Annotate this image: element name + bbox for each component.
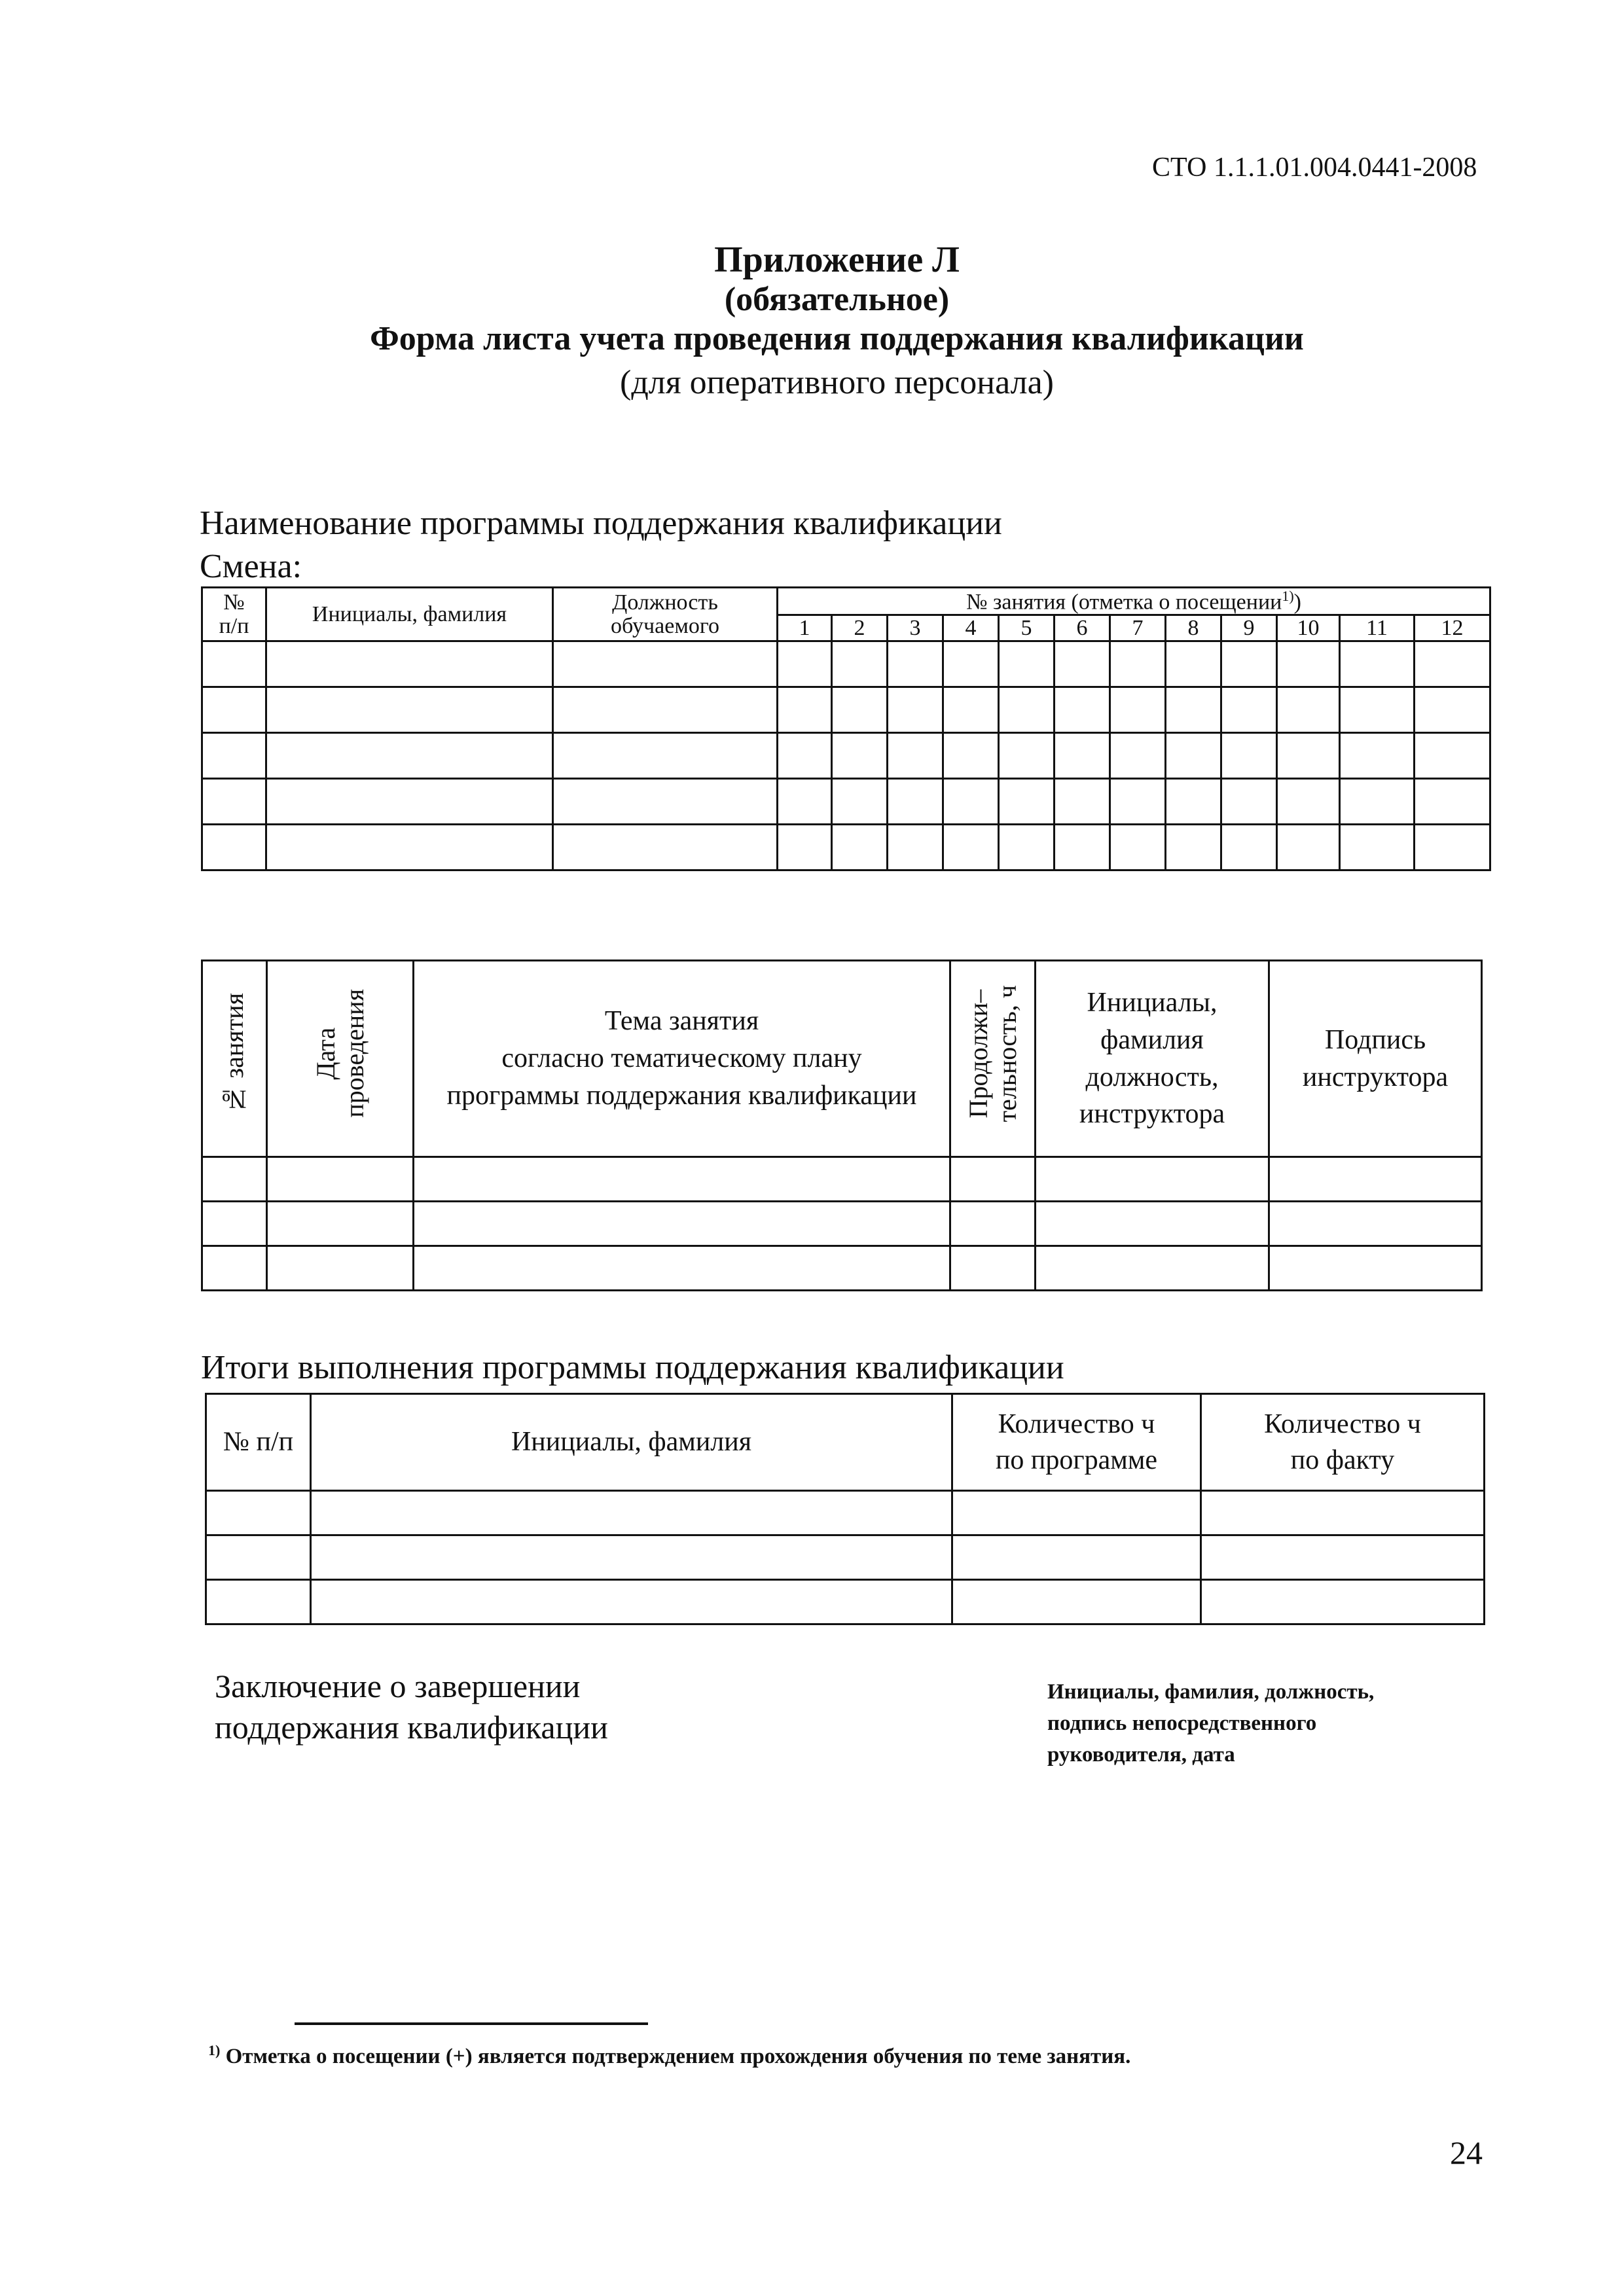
footnote	[208, 2042, 1130, 2069]
conclusion-label	[215, 1666, 608, 1748]
header-sessions	[778, 588, 1490, 615]
signature-line2: подпись непосредственного	[1047, 1711, 1317, 1735]
header-position	[553, 588, 778, 641]
header-topic-line3: программы поддержания квалификации	[446, 1080, 917, 1111]
table-row	[202, 641, 1490, 687]
header-duration	[950, 961, 1036, 1157]
signature-line1: Инициалы, фамилия, должность,	[1047, 1680, 1375, 1704]
header-name: Инициалы, фамилия	[266, 588, 553, 641]
document-code: СТО 1.1.1.01.004.0441-2008	[1152, 152, 1477, 183]
header-duration-line2: тельность, ч	[992, 984, 1022, 1122]
footnote-ref: 1)	[1282, 588, 1294, 604]
header-signature-line2: инструктора	[1302, 1062, 1449, 1092]
header-date-text	[312, 989, 369, 1118]
header-sessions-text: № занятия (отметка о посещении	[966, 590, 1282, 615]
conclusion-line1: Заключение о завершении	[215, 1668, 581, 1704]
session-number: 12	[1415, 615, 1490, 641]
shift-label: Смена:	[200, 548, 302, 585]
table-row	[202, 733, 1490, 779]
header-topic-line2: согласно тематическому плану	[501, 1043, 862, 1074]
header-signature	[1269, 961, 1482, 1157]
header-instructor-line3: должность,	[1085, 1062, 1219, 1092]
header-duration-text	[964, 985, 1022, 1122]
footnote-divider	[295, 2022, 648, 2025]
form-title: Форма листа учета проведения поддержания квалификации	[370, 320, 1304, 357]
signature-line3: руководителя, дата	[1047, 1742, 1235, 1767]
header-num	[202, 588, 266, 641]
page-number: 24	[1450, 2134, 1483, 2171]
appendix-type: (обязательное)	[724, 281, 950, 318]
header-session-num	[202, 961, 267, 1157]
session-number: 9	[1221, 615, 1277, 641]
program-name-label: Наименование программы поддержания квалификации	[200, 505, 1002, 542]
table-row	[206, 1491, 1485, 1535]
session-number: 3	[888, 615, 943, 641]
session-number: 2	[832, 615, 888, 641]
header-name: Инициалы, фамилия	[311, 1394, 952, 1491]
session-number: 11	[1340, 615, 1415, 641]
table-row	[202, 1246, 1482, 1291]
header-instructor-line2: фамилия	[1100, 1024, 1204, 1055]
header-position-line2: обучаемого	[611, 613, 719, 638]
header-topic	[414, 961, 950, 1157]
sessions-table	[201, 960, 1483, 1291]
header-date	[267, 961, 414, 1157]
table-row	[202, 779, 1490, 825]
table-row	[202, 1157, 1482, 1202]
header-position-line1: Должность	[612, 590, 718, 615]
header-sessions-close: )	[1293, 590, 1301, 615]
session-number: 8	[1166, 615, 1221, 641]
header-hours-fact	[1201, 1394, 1485, 1491]
session-number: 5	[999, 615, 1055, 641]
header-num-line1: №	[223, 590, 245, 615]
header-hours-plan	[952, 1394, 1201, 1491]
header-instructor-line4: инструктора	[1079, 1099, 1225, 1130]
table-row	[206, 1535, 1485, 1580]
header-date-line1: Дата	[310, 1027, 340, 1080]
appendix-title: Приложение Л	[714, 240, 960, 280]
table-row	[202, 825, 1490, 870]
form-subtitle: (для оперативного персонала)	[620, 364, 1054, 401]
session-number: 6	[1055, 615, 1110, 641]
header-duration-line1: Продолжи–	[963, 989, 993, 1118]
header-instructor-line1: Инициалы,	[1087, 988, 1218, 1018]
header-hours-fact-line1: Количество ч	[1264, 1408, 1421, 1439]
session-number: 7	[1110, 615, 1166, 641]
header-num-line2: п/п	[219, 613, 249, 638]
footnote-text: Отметка о посещении (+) является подтверждением прохождения обучения по теме занятия.	[220, 2045, 1131, 2068]
header-signature-line1: Подпись	[1324, 1024, 1426, 1055]
header-hours-plan-line2: по программе	[995, 1444, 1158, 1475]
header-instructor	[1036, 961, 1269, 1157]
header-hours-fact-line2: по факту	[1290, 1444, 1395, 1475]
session-number: 4	[943, 615, 999, 641]
header-session-num-text: № занятия	[219, 992, 249, 1115]
conclusion-line2: поддержания квалификации	[215, 1708, 608, 1746]
header-hours-plan-line1: Количество ч	[998, 1408, 1155, 1439]
results-table	[205, 1393, 1485, 1625]
header-num: № п/п	[206, 1394, 311, 1491]
attendance-table	[201, 586, 1491, 871]
table-row	[206, 1580, 1485, 1624]
supervisor-signature-note	[1047, 1677, 1374, 1771]
session-number: 1	[778, 615, 832, 641]
header-topic-line1: Тема занятия	[604, 1006, 759, 1037]
results-label: Итоги выполнения программы поддержания квалификации	[201, 1349, 1064, 1386]
header-date-line2: проведения	[339, 989, 369, 1118]
table-row	[202, 1202, 1482, 1246]
table-row	[202, 687, 1490, 733]
footnote-marker: 1)	[208, 2042, 221, 2058]
session-number: 10	[1277, 615, 1340, 641]
